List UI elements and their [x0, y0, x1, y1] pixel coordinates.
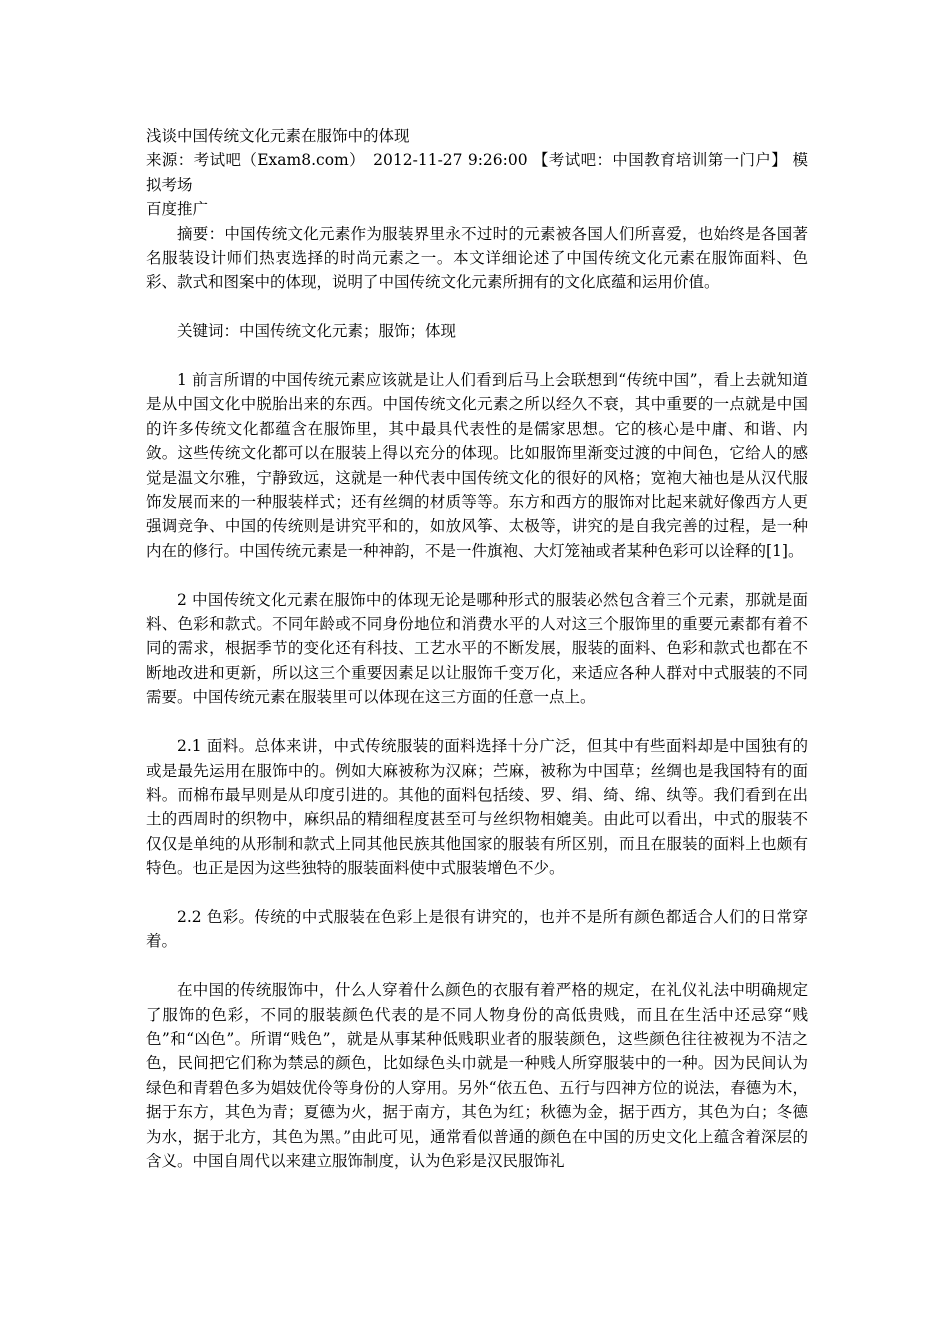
source-line: 来源：考试吧（Exam8.com） 2012-11-27 9:26:00 【考试吧：中国教育培训第一门户】 模拟考场: [146, 151, 808, 194]
spacer: [146, 563, 808, 587]
abstract-paragraph: 摘要：中国传统文化元素作为服装界里永不过时的元素被各国人们所喜爱，也始终是各国著名服装设计师们热衷选择的时尚元素之一。本文详细论述了中国传统文化元素在服饰面料、色彩、款式和图案中的体现，说明了中国传统文化元素所拥有的文化底蕴和运用价值。: [146, 224, 808, 292]
section-2-2-paragraph: 2.2 色彩。传统的中式服装在色彩上是很有讲究的，也并不是所有颜色都适合人们的日常穿着。: [146, 907, 808, 951]
promo-label: 百度推广: [146, 200, 209, 219]
spacer: [146, 344, 808, 368]
spacer: [146, 295, 808, 319]
spacer: [146, 881, 808, 905]
document-page: [146, 124, 808, 1173]
spacer: [146, 710, 808, 734]
article-title: 浅谈中国传统文化元素在服饰中的体现: [146, 127, 410, 145]
spacer: [146, 954, 808, 978]
section-2-1-paragraph: 2.1 面料。总体来讲，中式传统服装的面料选择十分广泛，但其中有些面料却是中国独有的或是最先运用在服饰中的。例如大麻被称为汉麻；苎麻，被称为中国草；丝绸也是我国特有的面料。而棉布最早则是从印度引进的。其他的面料包括绫、罗、绢、绮、绵、纨等。我们看到在出土的西周时的织物中，麻织品的精细程度甚至可与丝织物相媲美。由此可以看出，中式的服装不仅仅是单纯的从形制和款式上同其他民族其他国家的服装有所区别，而且在服装的面料上也颇有特色。也正是因为这些独特的服装面料使中式服装增色不少。: [146, 737, 808, 878]
section-2-paragraph: 2 中国传统文化元素在服饰中的体现无论是哪种形式的服装必然包含着三个元素，那就是面料、色彩和款式。不同年龄或不同身份地位和消费水平的人对这三个服饰里的重要元素都有着不同的需求，根据季节的变化还有科技、工艺水平的不断发展，服装的面料、色彩和款式也都在不断地改进和更新，所以这三个重要因素足以让服饰千变万化，来适应各种人群对中式服装的不同需要。中国传统元素在服装里可以体现在这三方面的任意一点上。: [146, 590, 808, 707]
section-1-paragraph: 1 前言所谓的中国传统元素应该就是让人们看到后马上会联想到“传统中国”，看上去就知道是从中国文化中脱胎出来的东西。中国传统文化元素之所以经久不衰，其中重要的一点就是中国的许多传统文化都蕴含在服饰里，其中最具代表性的是儒家思想。它的核心是中庸、和谐、内敛。这些传统文化都可以在服装上得以充分的体现。比如服饰里渐变过渡的中间色，它给人的感觉是温文尔雅，宁静致远，这就是一种代表中国传统文化的很好的风格；宽袍大袖也是从汉代服饰发展而来的一种服装样式；还有丝绸的材质等等。东方和西方的服饰对比起来就好像西方人更强调竞争、中国的传统则是讲究平和的，如放风筝、太极等，讲究的是自我完善的过程，是一种内在的修行。中国传统元素是一种神韵，不是一件旗袍、大灯笼袖或者某种色彩可以诠释的[1]。: [146, 371, 808, 560]
section-2-2-continued-paragraph: 在中国的传统服饰中，什么人穿着什么颜色的衣服有着严格的规定，在礼仪礼法中明确规定了服饰的色彩，不同的服装颜色代表的是不同人物身份的高低贵贱，而且在生活中还忌穿“贱色”和“凶色”。所谓“贱色”，就是从事某种低贱职业者的服装颜色，这些颜色往往被视为不洁之色，民间把它们称为禁忌的颜色，比如绿色头巾就是一种贱人所穿服装中的一种。因为民间认为绿色和青碧色多为娼妓优伶等身份的人穿用。另外“依五色、五行与四神方位的说法，春德为木，据于东方，其色为青；夏德为火，据于南方，其色为红；秋德为金，据于西方，其色为白；冬德为水，据于北方，其色为黑。”由此可见，通常看似普通的颜色在中国的历史文化上蕴含着深层的含义。中国自周代以来建立服饰制度，认为色彩是汉民服饰礼: [146, 981, 808, 1170]
keywords-paragraph: 关键词：中国传统文化元素；服饰；体现: [177, 322, 457, 341]
